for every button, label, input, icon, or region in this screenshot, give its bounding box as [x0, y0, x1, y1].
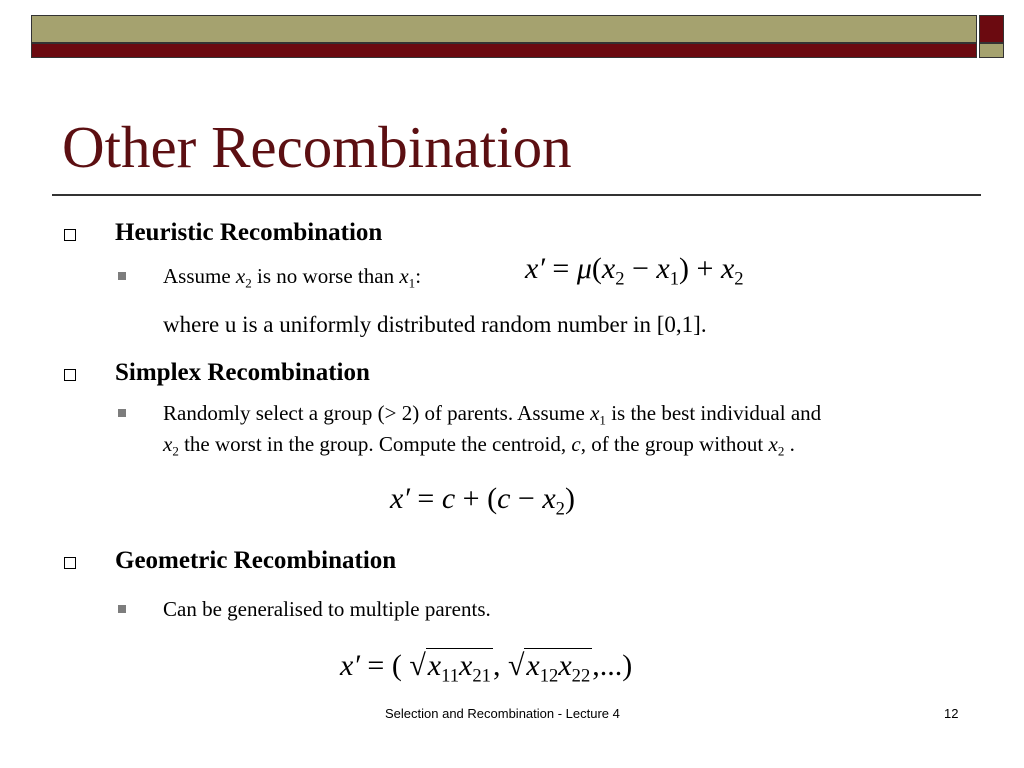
simplex-line-1: Randomly select a group (> 2) of parents. Assume $x_1$ is the best individual and: [163, 401, 822, 428]
filled-bullet-icon: [118, 272, 126, 280]
heading-simplex: Simplex Recombination: [115, 359, 370, 386]
page-number: 12: [944, 706, 959, 721]
simplex-line-2: $x_2$ the worst in the group. Compute the centroid, c, of the group without $x_2$ .: [163, 432, 795, 459]
header-square-olive: [979, 43, 1004, 58]
square-bullet-icon: [64, 229, 76, 241]
header-bar-olive: [31, 15, 977, 43]
sqrt-symbol: √: [409, 649, 426, 682]
equation-simplex: $x' = c + (c - x_2)$: [390, 482, 575, 520]
title-divider: [52, 194, 981, 196]
slide-title: Other Recombination: [62, 114, 572, 180]
filled-bullet-icon: [118, 605, 126, 613]
heading-heuristic: Heuristic Recombination: [115, 219, 383, 246]
header-bar-maroon: [31, 43, 977, 58]
heuristic-note: where u is a uniformly distributed random number in [0,1].: [163, 312, 707, 337]
square-bullet-icon: [64, 369, 76, 381]
header-square-maroon: [979, 15, 1004, 43]
filled-bullet-icon: [118, 409, 126, 417]
square-bullet-icon: [64, 557, 76, 569]
radicand-1: $x_{11}x_{21}$: [427, 649, 491, 687]
radicand-2: $x_{12}x_{22}$: [526, 649, 591, 687]
geometric-bullet: Can be generalised to multiple parents.: [163, 597, 491, 621]
equation-heuristic: $x' = \mu(x_2 - x_1) + x_2$: [525, 252, 744, 290]
footer-text: Selection and Recombination - Lecture 4: [385, 706, 620, 721]
heading-geometric: Geometric Recombination: [115, 547, 397, 574]
equation-geometric: x′ = ( $√x_{11}x_{21}$, $√x_{12}x_{22}$,...): [340, 649, 633, 687]
sqrt-symbol: √: [507, 649, 525, 682]
heuristic-bullet: Assume $x_2$ is no worse than $x_1$:: [163, 264, 422, 291]
